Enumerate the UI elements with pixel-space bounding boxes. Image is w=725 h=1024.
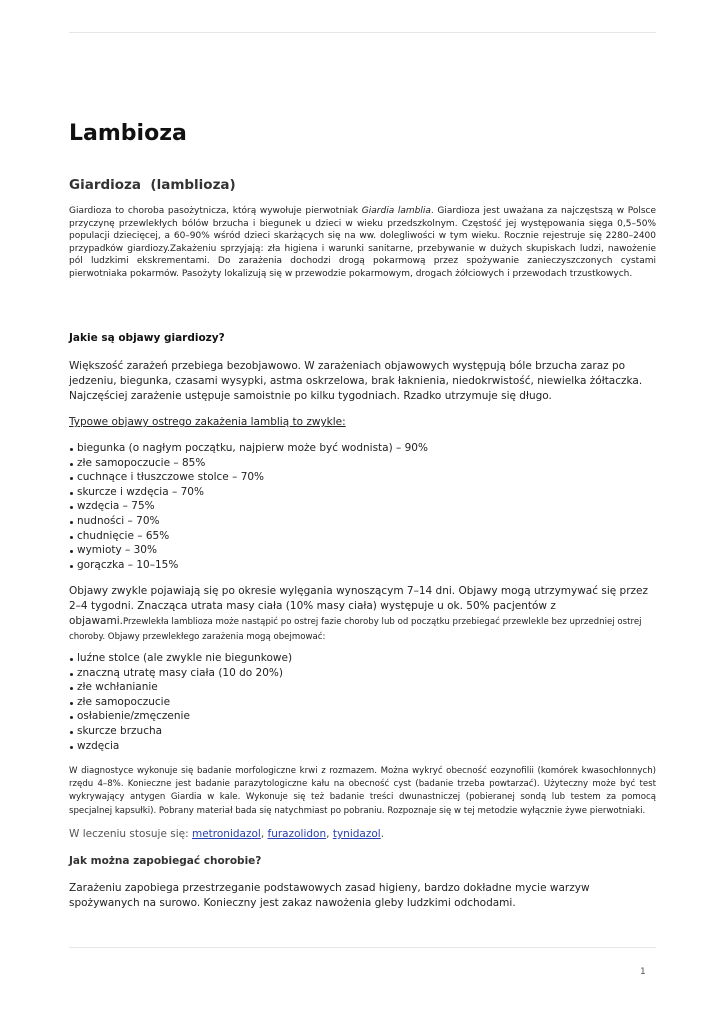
prevention-paragraph: Zarażeniu zapobiega przestrzeganie podstawowych zasad higieny, bardzo dokładne mycie warzyw spożywanych na surowo. Konieczny jest zakaz nawożenia gleby ludzkimi odchodami. bbox=[69, 882, 590, 909]
incubation-paragraph bbox=[69, 584, 656, 644]
intro-text-rest: . Giardioza jest uważana za najczęstszą w Polsce przyczynę przewlekłych bólów brzucha i biegunek u dzieci w wieku przedszkolnym. Częstość jej występowania sięga 0,5–50% populacji dziecięcej, a 60–90% wśród dzieci skarżących się na ww. dolegliwości w tym wieku. Rocznie rejestruje się 2280–2400 przypadków giardiozy.Zakażeniu sprzyjają: zła higiena i warunki sanitarne, przebywanie w dużych skupiskach ludzi, nawożenie pól ludzkimi ekskrementami. Do zarażenia dochodzi drogą pokarmową przez spożywanie zanieczyszczonych cystami pierwotniaka pokarmów. Pasożyty lokalizują się w przewodzie pokarmowym, drogach żółciowych i przewodach trzustkowych. bbox=[69, 206, 656, 279]
list-item: skurcze brzucha bbox=[69, 724, 292, 739]
list-item: chudnięcie – 65% bbox=[69, 529, 428, 544]
bottom-divider bbox=[69, 947, 656, 948]
list-item: luźne stolce (ale zwykle nie biegunkowe) bbox=[69, 651, 292, 666]
separator: , bbox=[326, 828, 333, 840]
list-item: gorączka – 10–15% bbox=[69, 558, 428, 573]
chronic-symptoms-list bbox=[69, 651, 292, 753]
separator: , bbox=[260, 828, 268, 840]
top-divider bbox=[69, 32, 656, 33]
list-item: wzdęcia – 75% bbox=[69, 499, 428, 514]
intro-paragraph bbox=[69, 205, 656, 280]
intro-text-start: Giardioza to choroba pasożytnicza, którą wywołuje pierwotniak bbox=[69, 206, 362, 216]
list-item: złe samopoczucie – 85% bbox=[69, 456, 428, 471]
drug-link-metronidazol[interactable]: metronidazol bbox=[191, 828, 261, 840]
chronic-intro-text: Przewlekła lamblioza może nastąpić po ostrej fazie choroby lub od początku przebiegać przewlekle bez uprzedniej ostrej choroby. Objawy przewlekłego zarażenia mogą obejmować: bbox=[69, 617, 642, 642]
list-item: cuchnące i tłuszczowe stolce – 70% bbox=[69, 470, 428, 485]
page-number: 1 bbox=[640, 967, 646, 977]
diagnostics-paragraph: W diagnostyce wykonuje się badanie morfologiczne krwi z rozmazem. Można wykryć obecność eozynofilii (komórek kwasochłonnych) rzędu 4–8%. Konieczne jest badanie parazytologiczne kału na obecność cyst (badanie trzeba powtarzać). Użyteczny może być test wykrywający antygen Giardia w kale. Wykonuje się też badanie treści dwunastniczej (pobieranej sondą lub testem za pomocą specjalnej kapsułki). Pobrany materiał bada się natychmiast po pobraniu. Rozpoznaje się w tej metodzie wyłącznie żywe pierwotniaki. bbox=[69, 766, 656, 816]
list-item: wzdęcia bbox=[69, 739, 292, 754]
section-subtitle: Giardioza (lamblioza) bbox=[69, 177, 236, 193]
period: . bbox=[380, 828, 385, 840]
page-title: Lambioza bbox=[69, 121, 187, 146]
list-item: biegunka (o nagłym początku, najpierw może być wodnista) – 90% bbox=[69, 441, 428, 456]
list-item: znaczną utratę masy ciała (10 do 20%) bbox=[69, 666, 292, 681]
treatment-line bbox=[69, 827, 656, 842]
incubation-text: Objawy zwykle pojawiają się po okresie wylęgania wynoszącym 7–14 dni. Objawy mogą utrzymywać się przez 2–4 tygodni. Znacząca utrata masy ciała (10% masy ciała) występuje u ok. 50% pacjentów z objawami. bbox=[69, 585, 649, 627]
symptoms-paragraph: Większość zarażeń przebiega bezobjawowo. W zarażeniach objawowych występują bóle brzucha zaraz po jedzeniu, biegunka, czasami wysypki, astma oskrzelowa, brak łaknienia, niedokrwistość, niewielka żółtaczka. Najczęściej zarażenie ustępuje samoistnie po kilku tygodniach. Rzadko utrzymuje się długo. bbox=[69, 360, 643, 402]
acute-symptoms-list bbox=[69, 441, 428, 572]
drug-link-furazolidon[interactable]: furazolidon bbox=[267, 828, 327, 840]
prevention-heading: Jak można zapobiegać chorobie? bbox=[69, 855, 262, 867]
list-item: nudności – 70% bbox=[69, 514, 428, 529]
list-item: złe wchłanianie bbox=[69, 680, 292, 695]
drug-link-tynidazol[interactable]: tynidazol bbox=[332, 828, 381, 840]
list-item: wymioty – 30% bbox=[69, 543, 428, 558]
list-item: złe samopoczucie bbox=[69, 695, 292, 710]
list-item: osłabienie/zmęczenie bbox=[69, 709, 292, 724]
species-name: Giardia lamblia bbox=[361, 206, 431, 216]
acute-symptoms-heading: Typowe objawy ostrego zakażenia lamblią to zwykle: bbox=[69, 416, 346, 428]
treatment-prefix: W leczeniu stosuje się: bbox=[69, 828, 192, 840]
list-item: skurcze i wzdęcia – 70% bbox=[69, 485, 428, 500]
symptoms-heading: Jakie są objawy giardiozy? bbox=[69, 332, 225, 344]
